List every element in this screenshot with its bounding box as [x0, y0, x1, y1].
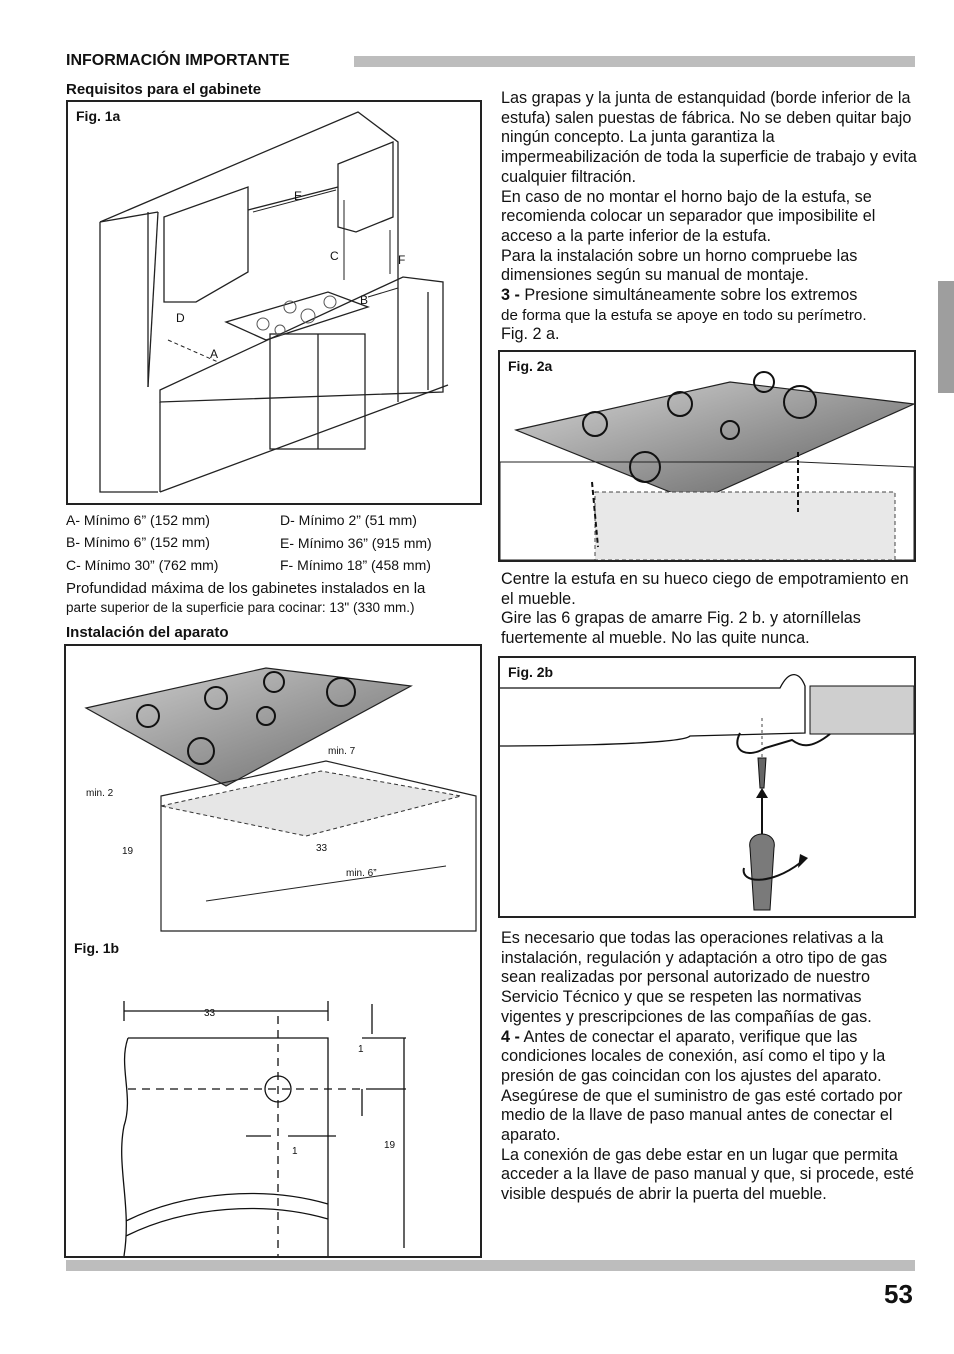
- svg-text:F: F: [398, 253, 406, 267]
- svg-text:C: C: [330, 249, 339, 263]
- min-top-label: min. 7: [328, 746, 356, 757]
- spec-e: E- Mínimo 36” (915 mm): [280, 535, 432, 551]
- fig-1a-label: Fig. 1a: [76, 108, 121, 124]
- footer-rule: [66, 1260, 915, 1271]
- spec-f: F- Mínimo 18” (458 mm): [280, 557, 431, 573]
- spec-c: C- Mínimo 30” (762 mm): [66, 557, 219, 573]
- svg-text:B: B: [360, 293, 369, 307]
- width-label: 33: [316, 843, 328, 854]
- para-1: Las grapas y la junta de estanquidad (borde inferior de la estufa) salen puestas de fábrica. No se deben quitar bajo ningún concepto. La junta garantiza la impermeabilización de toda la superficie de trabajo y evita cualquier filtración.: [501, 89, 917, 186]
- d-hole-label: 1: [292, 1146, 298, 1157]
- fig-2a: [498, 350, 916, 562]
- hob-cutout-diagram: [66, 646, 480, 936]
- svg-text:E: E: [294, 189, 303, 203]
- clamp-diagram: [500, 658, 914, 916]
- d-top-label: 1: [358, 1044, 364, 1055]
- para-4: Centre la estufa en su hueco ciego de empotramiento en el mueble.: [501, 570, 909, 608]
- step-4-number: 4 -: [501, 1027, 520, 1046]
- para-7: Asegúrese de que el suministro de gas esté cortado por medio de la llave de paso manual antes de conectar el aparato.: [501, 1086, 903, 1145]
- hob-install-diagram: [500, 352, 914, 560]
- min-left-label: min. 2: [86, 788, 114, 799]
- fig-2a-label: Fig. 2a: [508, 358, 553, 374]
- cabinet-diagram: [68, 102, 480, 503]
- depth-note-1: Profundidad máxima de los gabinetes instalados en la: [66, 580, 426, 597]
- para-5: Gire las 6 grapas de amarre Fig. 2 b. y atorníllelas fuertemente al mueble. No las quite nunca.: [501, 609, 861, 648]
- spec-a: A- Mínimo 6” (152 mm): [66, 512, 210, 528]
- right-column-mid: [501, 570, 917, 649]
- install-heading: Instalación del aparato: [66, 624, 229, 641]
- step-3-text-a: Presione simultáneamente sobre los extremos: [524, 286, 858, 305]
- step-3-text-b: de forma que la estufa se apoye en todo su perímetro.: [501, 306, 867, 324]
- fig-1-install: [64, 644, 482, 1258]
- step-3-text-c: Fig. 2 a.: [501, 325, 560, 344]
- svg-text:A: A: [210, 347, 219, 361]
- fig-2b-label: Fig. 2b: [508, 664, 554, 680]
- para-2: En caso de no montar el horno bajo de la estufa, se recomienda colocar un separador que imposibilite el acceso a la parte inferior de la estufa.: [501, 187, 876, 245]
- fig-1a: [66, 100, 482, 505]
- cutout-detail-diagram: [66, 976, 480, 1256]
- step-3: [501, 286, 917, 306]
- spec-d: D- Mínimo 2” (51 mm): [280, 512, 417, 528]
- fig-1b-label: Fig. 1b: [74, 940, 120, 956]
- cabinet-heading: Requisitos para el gabinete: [66, 81, 262, 98]
- section-title: INFORMACIÓN IMPORTANTE: [66, 52, 290, 69]
- d-depth-label: 19: [384, 1140, 396, 1151]
- header-rule: [354, 56, 915, 67]
- min-front-label: min. 6”: [346, 868, 377, 879]
- fig-2b: [498, 656, 916, 918]
- depth-note-2: parte superior de la superficie para cocinar: 13" (330 mm.): [66, 600, 415, 615]
- right-column-bottom: [501, 929, 919, 1205]
- svg-text:D: D: [176, 311, 185, 325]
- para-3: Para la instalación sobre un horno compruebe las dimensiones según su manual de montaje.: [501, 246, 858, 285]
- para-8: La conexión de gas debe estar en un lugar que permita acceder a la llave de paso manual y que, si procede, esté visible después de abrir la puerta del mueble.: [501, 1145, 915, 1204]
- right-column-top: [501, 89, 917, 345]
- para-6: Es necesario que todas las operaciones relativas a la instalación, regulación y adaptación a otro tipo de gas sean realizadas por personal autorizado de nuestro Servicio Técnico y que se respeten las normativas vigentes y prescripciones de las compañías de gas.: [501, 929, 888, 1026]
- step-4-text: Antes de conectar el aparato, verifique que las condiciones locales de conexión, así como el tipo y la presión de gas coincidan con los ajustes del aparato.: [501, 1027, 886, 1085]
- side-tab: [938, 281, 954, 393]
- spec-b: B- Mínimo 6” (152 mm): [66, 534, 210, 550]
- page-number: 53: [884, 1279, 913, 1309]
- step-4: [501, 1028, 919, 1087]
- d-width-label: 33: [204, 1008, 216, 1019]
- step-3-number: 3 -: [501, 286, 520, 305]
- depth-label: 19: [122, 846, 134, 857]
